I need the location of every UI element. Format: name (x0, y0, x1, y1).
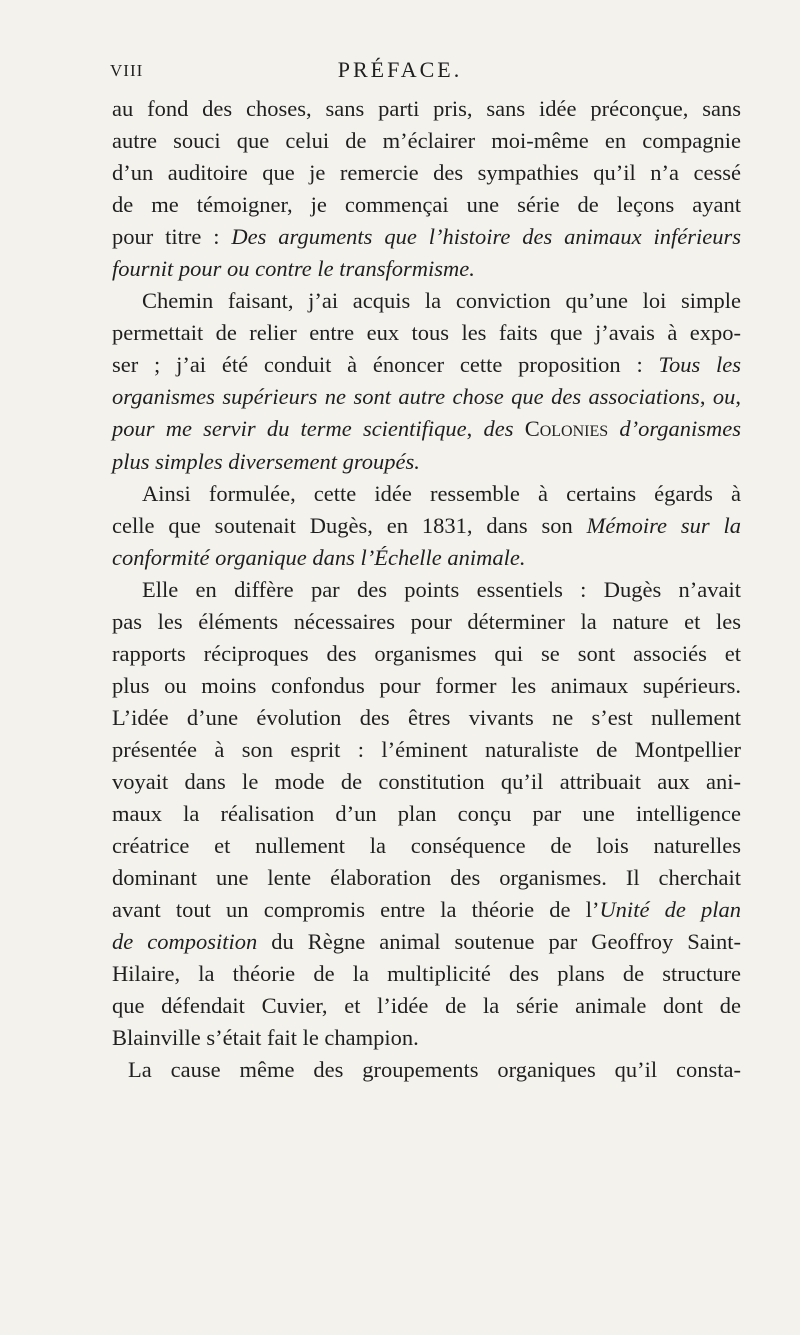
text-line (112, 542, 741, 574)
text-line (112, 157, 741, 189)
running-title: PRÉFACE. (337, 57, 463, 82)
text-run: , (735, 384, 742, 410)
italic-text: Tous les (658, 352, 741, 378)
text-line (112, 1054, 741, 1086)
text-line (112, 702, 741, 734)
text-line (112, 413, 741, 445)
page-number: VIII (110, 61, 144, 80)
text-run: celle que soutenait Dugès, en 1831, dans son (112, 512, 587, 538)
text-run: dominant une lente élaboration des organismes. Il cherchait (112, 865, 741, 891)
italic-text: Unité de plan (599, 897, 741, 923)
text-run: Hilaire, la théorie de la multiplicité des plans de structure (112, 961, 741, 987)
italic-text: fournit pour ou contre le transformisme. (112, 256, 475, 282)
text-line (112, 1022, 741, 1054)
text-line (112, 125, 741, 157)
text-run: L’idée d’une évolution des êtres vivants ne s’est nullement (112, 704, 741, 730)
text-line (112, 317, 741, 349)
text-line (112, 189, 741, 221)
small-caps-text: Colonies (524, 416, 609, 442)
text-run: que défendait Cuvier, et l’idée de la série animale dont de (112, 993, 741, 1019)
text-run: présentée à son esprit : l’éminent naturaliste de Montpellier (112, 736, 741, 762)
text-run: permettait de relier entre eux tous les faits que j’avais à expo- (112, 320, 741, 346)
text-run: au fond des choses, sans parti pris, sans idée préconçue, sans (112, 96, 741, 121)
text-run: avant tout un compromis entre la théorie de l’ (112, 897, 600, 923)
text-run: du Règne animal soutenue par Geoffroy Saint- (257, 929, 741, 955)
text-run: d’un auditoire que je remercie des sympathies qu’il n’a cessé (112, 160, 741, 186)
text-line (112, 990, 741, 1022)
text-line (112, 478, 741, 510)
italic-text: de composition (112, 929, 258, 955)
text-line (112, 862, 741, 894)
text-line (112, 349, 741, 381)
page-header (0, 55, 800, 89)
text-run: créatrice et nullement la conséquence de lois naturelles (112, 833, 741, 859)
italic-text: des (483, 416, 525, 442)
text-line (112, 926, 741, 958)
text-run: autre souci que celui de m’éclairer moi-même en compagnie (112, 128, 741, 154)
text-run: Blainville s’était fait le champion. (112, 1025, 419, 1051)
italic-text: plus simples diversement groupés. (112, 448, 420, 474)
text-line (112, 830, 741, 862)
text-line (112, 606, 741, 638)
text-run: Elle en diffère par des points essentiels : Dugès n’avait (142, 576, 741, 602)
text-run: Ainsi formulée, cette idée ressemble à certains égards à (142, 480, 741, 506)
text-line (112, 958, 741, 990)
text-line (112, 446, 741, 478)
text-line (112, 798, 741, 830)
text-line (112, 638, 741, 670)
text-line (112, 894, 741, 926)
text-line (112, 285, 741, 317)
body-text (112, 93, 741, 1086)
italic-text: Mémoire sur la (586, 512, 741, 538)
italic-text: d’organismes (608, 416, 742, 442)
italic-text: organismes supérieurs ne sont autre chose que des associations (112, 384, 700, 410)
text-line (112, 93, 741, 125)
text-run: de me témoigner, je commençai une série de leçons ayant (112, 192, 741, 218)
italic-text: pour me servir du terme scientifique (112, 416, 467, 442)
text-line (112, 221, 741, 253)
text-run: , (466, 416, 484, 442)
text-line (112, 734, 741, 766)
text-line (112, 510, 741, 542)
text-run: maux la réalisation d’un plan conçu par une intelligence (112, 801, 741, 827)
text-line (112, 766, 741, 798)
italic-text: conformité organique dans l’Échelle animale. (112, 544, 526, 570)
text-line (112, 381, 741, 413)
text-run: rapports réciproques des organismes qui se sont associés et (112, 640, 741, 666)
text-run: voyait dans le mode de constitution qu’il attribuait aux ani- (112, 768, 741, 794)
text-run: ser ; j’ai été conduit à énoncer cette proposition : (112, 352, 659, 378)
text-run: La cause même des groupements organiques qu’il consta- (128, 1057, 741, 1083)
text-run: pour titre : (112, 224, 232, 250)
text-line (112, 670, 741, 702)
text-run: , (699, 384, 713, 410)
text-line (112, 253, 741, 285)
text-run: pas les éléments nécessaires pour déterminer la nature et les (112, 608, 741, 634)
text-line (112, 574, 741, 606)
text-run: plus ou moins confondus pour former les animaux supérieurs. (112, 672, 741, 698)
text-run: Chemin faisant, j’ai acquis la conviction qu’une loi simple (142, 288, 741, 314)
italic-text: Des arguments que l’histoire des animaux inférieurs (231, 224, 741, 250)
italic-text: ou (712, 384, 736, 410)
